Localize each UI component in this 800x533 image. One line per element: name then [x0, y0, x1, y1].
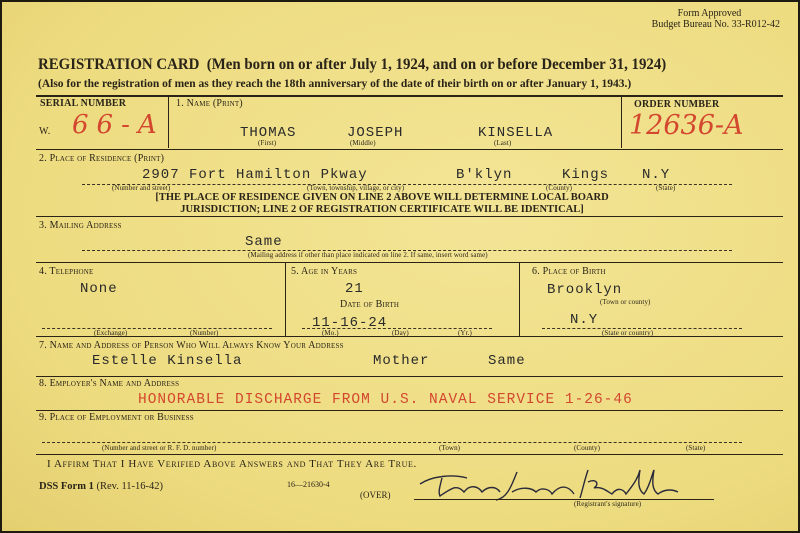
divider: [36, 410, 783, 411]
birthplace-town-value: Brooklyn: [547, 282, 623, 298]
registration-card: [2, 2, 798, 531]
divider: [82, 184, 732, 185]
last-name-value: KINSELLA: [478, 125, 554, 141]
order-number-value: 12636-A: [629, 110, 744, 141]
serial-prefix: W.: [39, 126, 51, 137]
contact-person-name: Estelle Kinsella: [92, 353, 243, 369]
form-approved-label: Form Approved: [677, 8, 742, 19]
county-caption: (County): [546, 184, 573, 192]
first-name-value: THOMAS: [240, 125, 297, 141]
exchange-caption: (Exchange): [94, 329, 128, 337]
mailing-address-value: Same: [245, 234, 283, 250]
dob-value: 11-16-24: [312, 315, 388, 331]
birthplace-state-value: N.Y: [570, 312, 599, 328]
divider: [621, 97, 622, 148]
mailing-address-label: 3. Mailing Address: [39, 220, 122, 231]
registrant-signature: [412, 464, 712, 504]
telephone-label: 4. Telephone: [39, 266, 94, 277]
form-id: [39, 481, 163, 492]
residence-county-value: Kings: [562, 167, 610, 183]
serial-number-label: SERIAL NUMBER: [40, 98, 127, 109]
card-title-eligibility: (Men born on or after July 1, 1924, and on or before December 31, 1924): [206, 56, 667, 73]
place-of-employment-label: 9. Place of Employment or Business: [39, 412, 194, 423]
employer-value: HONORABLE DISCHARGE FROM U.S. NAVAL SERVICE 1-26-46: [138, 392, 633, 408]
divider: [36, 95, 783, 97]
town-county-caption: (Town or county): [600, 298, 651, 306]
mailing-address-caption: (Mailing address if other than place indicated on line 2. If same, insert word same): [248, 251, 488, 259]
card-title-line: [38, 56, 666, 74]
divider: [285, 263, 286, 336]
card-title: REGISTRATION CARD: [38, 56, 200, 73]
divider: [36, 216, 783, 217]
over-label: (OVER): [360, 490, 391, 500]
street-caption: (Number and street): [112, 184, 171, 192]
card-subtitle: (Also for the registration of men as they reach the 18th anniversary of the date of their birth on or after January 1, 1943.): [38, 78, 632, 90]
form-revision: (Rev. 11-16-42): [96, 481, 164, 492]
divider: [36, 149, 783, 150]
residence-notice-line1: [THE PLACE OF RESIDENCE GIVEN ON LINE 2 ABOVE WILL DETERMINE LOCAL BOARD: [155, 192, 609, 203]
divider: [42, 442, 742, 443]
divider: [36, 376, 783, 377]
residence-notice: [92, 192, 672, 216]
month-caption: (Mo.): [322, 329, 339, 337]
first-caption: (First): [258, 139, 277, 147]
order-number-label: ORDER NUMBER: [634, 99, 720, 110]
divider: [168, 97, 169, 148]
contact-person-relation: Mother: [373, 353, 430, 369]
age-label: 5. Age in Years: [291, 266, 358, 277]
divider: [42, 328, 272, 329]
signature-line: [414, 499, 714, 500]
residence-notice-line2: JURISDICTION; LINE 2 OF REGISTRATION CERTIFICATE WILL BE IDENTICAL]: [180, 204, 584, 215]
contact-person-label: 7. Name and Address of Person Who Will Always Know Your Address: [39, 340, 344, 351]
last-caption: (Last): [494, 139, 512, 147]
signature-caption: (Registrant's signature): [574, 500, 642, 508]
employer-label: 8. Employer's Name and Address: [39, 378, 180, 389]
birthplace-label: 6. Place of Birth: [532, 266, 606, 277]
residence-town-value: B'klyn: [456, 167, 513, 183]
divider: [36, 336, 783, 337]
budget-bureau-label: Budget Bureau No. 33-R012-42: [651, 19, 780, 30]
town-caption: (Town, township, village, or city): [307, 184, 405, 192]
residence-label: 2. Place of Residence (Print): [39, 153, 165, 164]
residence-street-value: 2907 Fort Hamilton Pkway: [142, 167, 368, 183]
divider: [36, 454, 783, 455]
middle-caption: (Middle): [350, 139, 376, 147]
contact-person-address: Same: [488, 353, 526, 369]
residence-state-value: N.Y: [642, 167, 671, 183]
affirmation-text: I Affirm That I Have Verified Above Answers and That They Are True.: [47, 458, 417, 470]
employment-town-caption: (Town): [439, 444, 461, 452]
employment-state-caption: (State): [686, 444, 706, 452]
age-value: 21: [345, 281, 364, 297]
day-caption: (Day): [392, 329, 409, 337]
state-country-caption: (State or country): [602, 329, 654, 337]
name-label: 1. Name (Print): [176, 98, 243, 109]
state-caption: (State): [656, 184, 676, 192]
number-caption: (Number): [190, 329, 219, 337]
print-code: 16—21630-4: [287, 480, 330, 489]
telephone-value: None: [80, 281, 118, 297]
middle-name-value: JOSEPH: [347, 125, 404, 141]
dob-label: Date of Birth: [340, 299, 400, 310]
divider: [36, 262, 783, 263]
employment-county-caption: (County): [574, 444, 601, 452]
serial-number-value: 66-A: [72, 110, 165, 140]
employment-street-caption: (Number and street or R. F. D. number): [102, 444, 217, 452]
form-number: DSS Form 1: [39, 481, 94, 492]
year-caption: (Yr.): [458, 329, 472, 337]
divider: [519, 263, 520, 336]
form-approval-block: [652, 8, 780, 30]
